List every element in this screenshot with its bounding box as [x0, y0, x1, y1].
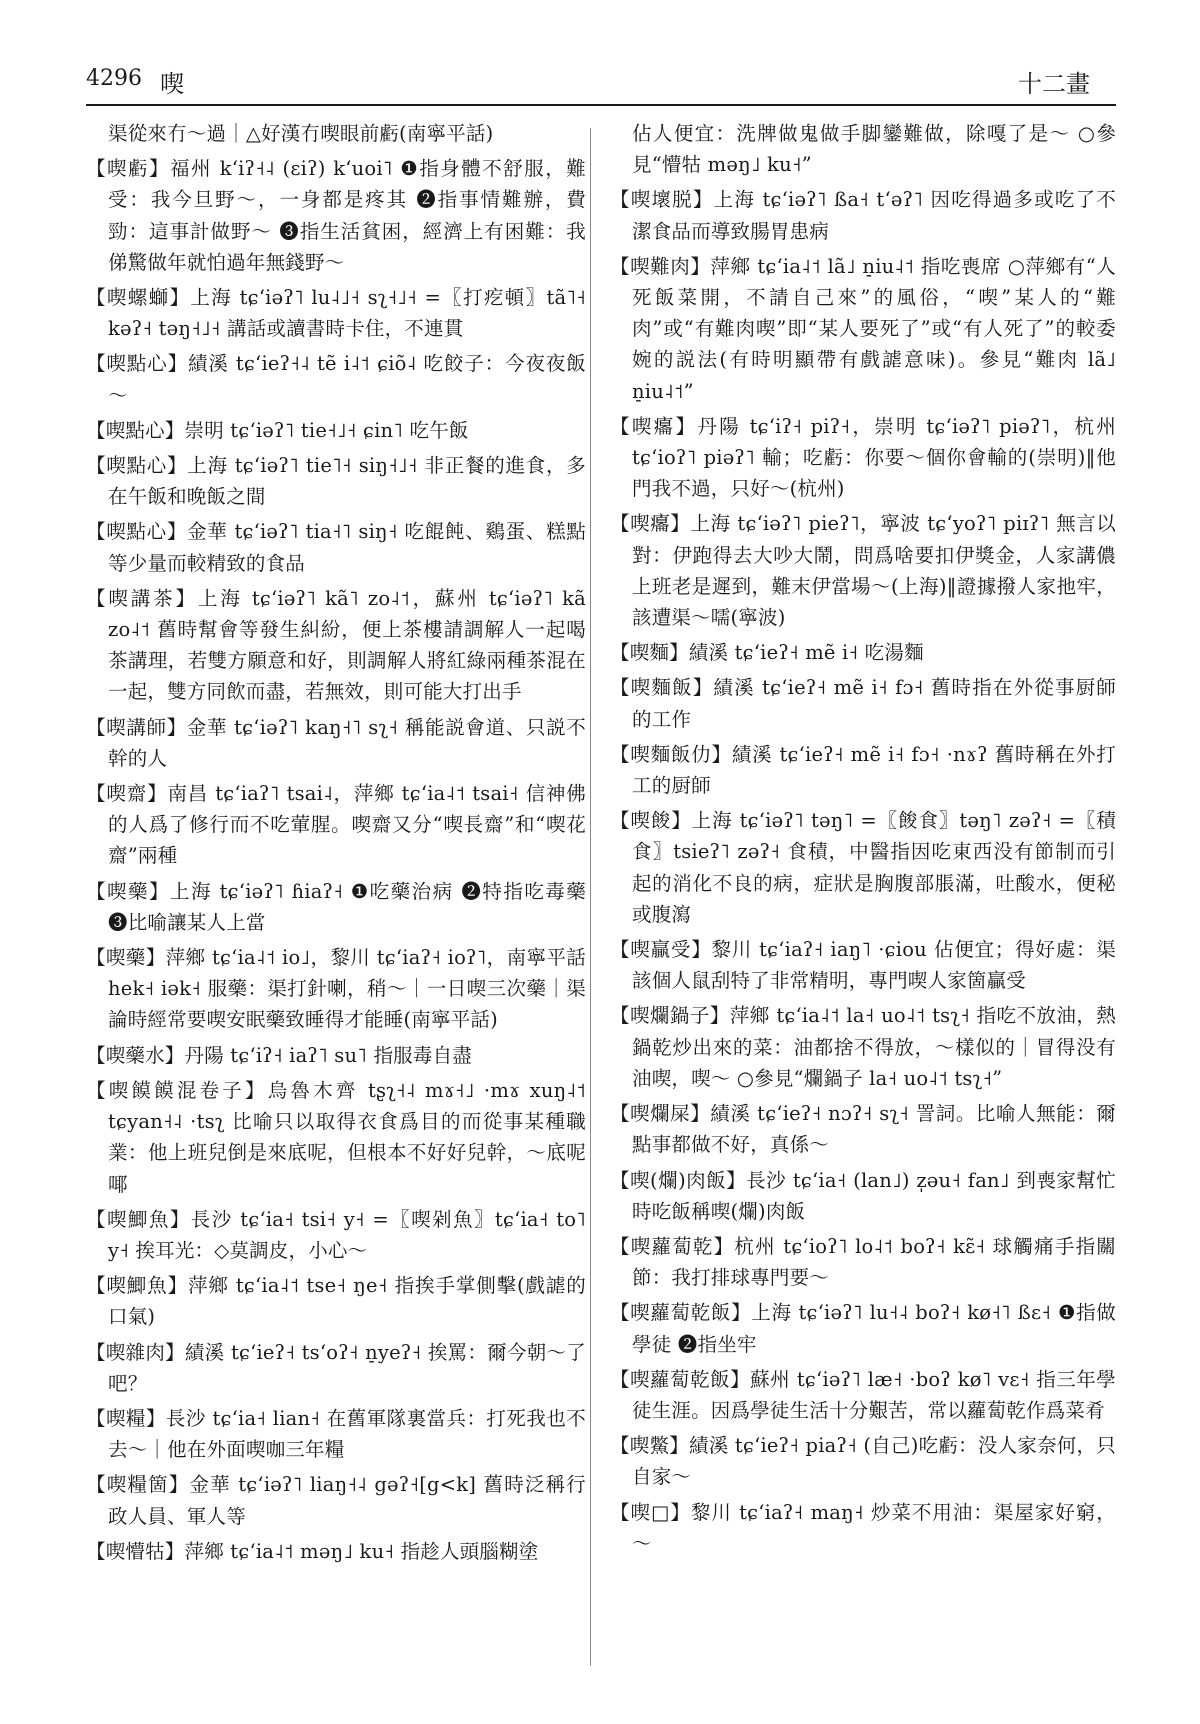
dictionary-entry: 【喫壞脱】上海 tɕʻiəʔ˥ ßa˧ tʻəʔ˥ 因吃得過多或吃了不潔食品而導致腸胃患病: [610, 188, 1116, 243]
dictionary-entry: 【喫難肉】萍鄉 tɕʻia˨˦ lã˩ n̠iu˨˦ 指吃喪席 ○萍鄉有“人死飯菜開，不請自己來”的風俗，“喫”某人的“難肉”或“有難肉喫”即“某人要死了”或“有人死了”的較委婉的説法(有時明顯帶有戲謔意味)。參見“難肉 lã˩ n̠iu˨˦”: [610, 254, 1116, 403]
dictionary-entry: 【喫蘿蔔乾飯】蘇州 tɕʻiəʔ˥ læ˧ ·boʔ kø˥ vɛ˧ 指三年學徒生涯。因爲學徒生活十分艱苦，常以蘿蔔乾作爲菜肴: [610, 1367, 1116, 1422]
dictionary-entry: 【喫饃饃混卷子】烏魯木齊 tʂʅ˧˨ mɤ˧˩ ·mɤ xuŋ˨˦ tɕyan˧˨ ·tsʅ 比喻只以取得衣食爲目的而從事某種職業：他上班兒倒是來底呢，但根本不好好兒幹，～底呢㖿: [86, 1078, 586, 1196]
dictionary-entry: 【喫糧箇】金華 tɕʻiəʔ˥ liaŋ˧˨ gəʔ˧[g<k] 舊時泛稱行政人員、軍人等: [86, 1473, 586, 1528]
dictionary-entry: 【喫癟】上海 tɕʻiəʔ˥ pieʔ˥，寧波 tɕʻyoʔ˥ piɪʔ˥ 無言以對：伊跑得去大吵大鬧，問爲啥要扣伊獎金，人家講儂上班老是遲到，難末伊當場～(上海)‖證據撥人家扡牢，該遭渠～嚅(寧波): [610, 512, 1116, 630]
page-header: [0, 0, 1200, 110]
dictionary-entry: 【喫懵牯】萍鄉 tɕʻia˨˦ məŋ˩ ku˧ 指趁人頭腦糊塗: [86, 1539, 539, 1563]
dictionary-entry: 【喫藥】上海 tɕʻiəʔ˥ ɦiaʔ˧ ❶吃藥治病 ❷特指吃毒藥 ❸比喻讓某人上當: [86, 879, 586, 934]
dictionary-entry: 【喫鯽魚】萍鄉 tɕʻia˨˦ tse˧ ŋe˧ 指挨手掌側擊(戲謔的口氣): [86, 1274, 586, 1329]
stroke-count-section: 十二畫: [1018, 70, 1090, 98]
header-rule: [86, 104, 1116, 106]
dictionary-entry: 【喫齋】南昌 tɕʻiaʔ˥ tsai˨，萍鄉 tɕʻia˨˦ tsai˧ 信神佛的人爲了修行而不吃葷腥。喫齋又分“喫長齋”和“喫花齋”兩種: [86, 782, 586, 868]
dictionary-entry: 【喫贏受】黎川 tɕʻiaʔ˧ iaŋ˥ ·ɕiou 佔便宜；得好處：渠該個人鼠刮特了非常精明，專門喫人家箇贏受: [610, 938, 1116, 993]
dictionary-entry: 【喫雜肉】績溪 tɕʻieʔ˧ tsʻoʔ˧ n̠yeʔ˧ 挨罵：爾今朝～了吧？: [86, 1340, 586, 1395]
dictionary-entry: 【喫藥水】丹陽 tɕʻiʔ˧ iaʔ˥ su˥ 指服毒自盡: [86, 1043, 472, 1067]
dictionary-entry: 【喫螺螄】上海 tɕʻiəʔ˥ lu˨˩˧ sʅ˧˩˧ =〖打疙頓〗tã˥˧ kəʔ˧ təŋ˧˩˧ 講話或讀書時卡住，不連貫: [86, 286, 586, 341]
entry-continuation: 佔人便宜：洗牌做鬼做手脚鑾難做，除嘎了是～ ○參見“懵牯 məŋ˩ ku˧”: [632, 122, 1116, 177]
right-column: [610, 118, 1116, 1678]
dictionary-entry: 【喫麵飯】績溪 tɕʻieʔ˧ mẽ i˧ fɔ˧ 舊時指在外從事厨師的工作: [610, 676, 1116, 731]
entry-continuation: 渠從來冇～過｜△好漢冇喫眼前虧(南寧平話): [108, 122, 494, 145]
dictionary-entry: 【喫蘿蔔乾】杭州 tɕʻioʔ˥ lo˨˦ boʔ˧ kɛ̃˧ 球觸痛手指關節：我打排球專門要～: [610, 1234, 1116, 1290]
dictionary-entry: 【喫點心】績溪 tɕʻieʔ˧˨ tẽ i˨˦ ɕiõ˨ 吃餃子：今夜夜飯～: [86, 352, 586, 407]
dictionary-entry: 【喫講師】金華 tɕʻiəʔ˥ kaŋ˧˥ sʅ˧ 稱能説會道、只説不幹的人: [86, 715, 586, 770]
dictionary-entry: 【喫□】黎川 tɕʻiaʔ˧ maŋ˧ 炒菜不用油：渠屋家好窮，～: [610, 1500, 1116, 1555]
dictionary-entry: 【喫鱉】績溪 tɕʻieʔ˧ piaʔ˧ (自己)吃虧：没人家奈何，只自家～: [610, 1434, 1116, 1489]
head-character: 喫: [160, 70, 184, 98]
dictionary-entry: 【喫點心】金華 tɕʻiəʔ˥ tia˧˥ siŋ˧ 吃餛飩、鷄蛋、糕點等少量而較精致的食品: [86, 520, 586, 575]
dictionary-entry: 【喫點心】上海 tɕʻiəʔ˥ tie˥˧ siŋ˧˩˧ 非正餐的進食，多在午飯和晚飯之間: [86, 454, 586, 509]
dictionary-entry: 【喫虧】福州 kʻiʔ˧˨ (ɛiʔ) kʻuoi˥ ❶指身體不舒服，難受：我今旦野～，一身都是疼其 ❷指事情難辦，費勁：這事計做野～ ❸指生活貧困，經濟上有困難：我俤驚做年就怕過年無錢野～: [86, 157, 586, 274]
dictionary-entry: 【喫麵】績溪 tɕʻieʔ˧ mẽ i˧ 吃湯麵: [610, 641, 924, 665]
dictionary-entry: 【喫講茶】上海 tɕʻiəʔ˥ kã˥ zo˨˦，蘇州 tɕʻiəʔ˥ kã zo˨˦ 舊時幫會等發生糾紛，便上茶樓請調解人一起喝茶講理，若雙方願意和好，則調解人將紅綠兩種茶混在一起，雙方同飲而盡，若無效，則可能大打出手: [86, 586, 586, 704]
dictionary-entry: 【喫糧】長沙 tɕʻia˧ lian˧ 在舊軍隊裏當兵：打死我也不去～｜他在外面喫咖三年糧: [86, 1406, 586, 1462]
column-divider: [590, 128, 591, 1666]
left-column: [86, 118, 586, 1678]
dictionary-entry: 【喫爛鍋子】萍鄉 tɕʻia˨˦ la˧ uo˨˦ tsʅ˧ 指吃不放油，熱鍋乾炒出來的菜：油都捨不得放，～樣似的｜冒得没有油喫，喫～ ○參見“爛鍋子 la˧ uo˨˦ tsʅ˧”: [610, 1004, 1116, 1090]
dictionary-entry: 【喫藥】萍鄉 tɕʻia˨˦ io˩，黎川 tɕʻiaʔ˧ ioʔ˥，南寧平話 hek˧ iək˧ 服藥：渠打針喇，稍～｜一日喫三次藥｜渠論時經常要喫安眠藥致睡得才能睡(南寧平話): [86, 946, 586, 1032]
page-number: 4296: [86, 66, 142, 91]
dictionary-entry: 【喫(爛)肉飯】長沙 tɕʻia˧ (lan˩) z̩əu˧ fan˩ 到喪家幫忙時吃飯稱喫(爛)肉飯: [610, 1168, 1116, 1223]
dictionary-entry: 【喫餕】上海 tɕʻiəʔ˥ təŋ˥ =〖餕食〗təŋ˥ zəʔ˧ =〖積食〗tsieʔ˥ zəʔ˧ 食積，中醫指因吃東西没有節制而引起的消化不良的病，症狀是胸腹部脹滿，吐酸水，便秘或腹瀉: [610, 809, 1116, 926]
dictionary-entry: 【喫爛屎】績溪 tɕʻieʔ˧ nɔʔ˧ sʅ˧ 詈詞。比喻人無能：爾點事都做不好，真係～: [610, 1102, 1116, 1157]
dictionary-entry: 【喫蘿蔔乾飯】上海 tɕʻiəʔ˥ lu˧˨ boʔ˧ kø˧˥ ßɛ˧ ❶指做學徒 ❷指坐牢: [610, 1301, 1116, 1356]
dictionary-entry: 【喫癟】丹陽 tɕʻiʔ˧ piʔ˧，崇明 tɕʻiəʔ˥ piəʔ˥，杭州 tɕʻioʔ˥ piəʔ˥ 輸；吃虧：你要～個你會輸的(崇明)‖他門我不過，只好～(杭州): [610, 414, 1116, 501]
dictionary-entry: 【喫麵飯仂】績溪 tɕʻieʔ˧ mẽ i˧ fɔ˧ ·nɤʔ 舊時稱在外打工的厨師: [610, 742, 1116, 798]
dictionary-entry: 【喫鯽魚】長沙 tɕʻia˧ tsi˧ y˧ =〖喫剁魚〗tɕʻia˧ to˥ y˧ 挨耳光：◇莫調皮，小心～: [86, 1207, 586, 1262]
dictionary-entry: 【喫點心】崇明 tɕʻiəʔ˥ tie˧˩˧ ɕin˥ 吃午飯: [86, 418, 469, 442]
